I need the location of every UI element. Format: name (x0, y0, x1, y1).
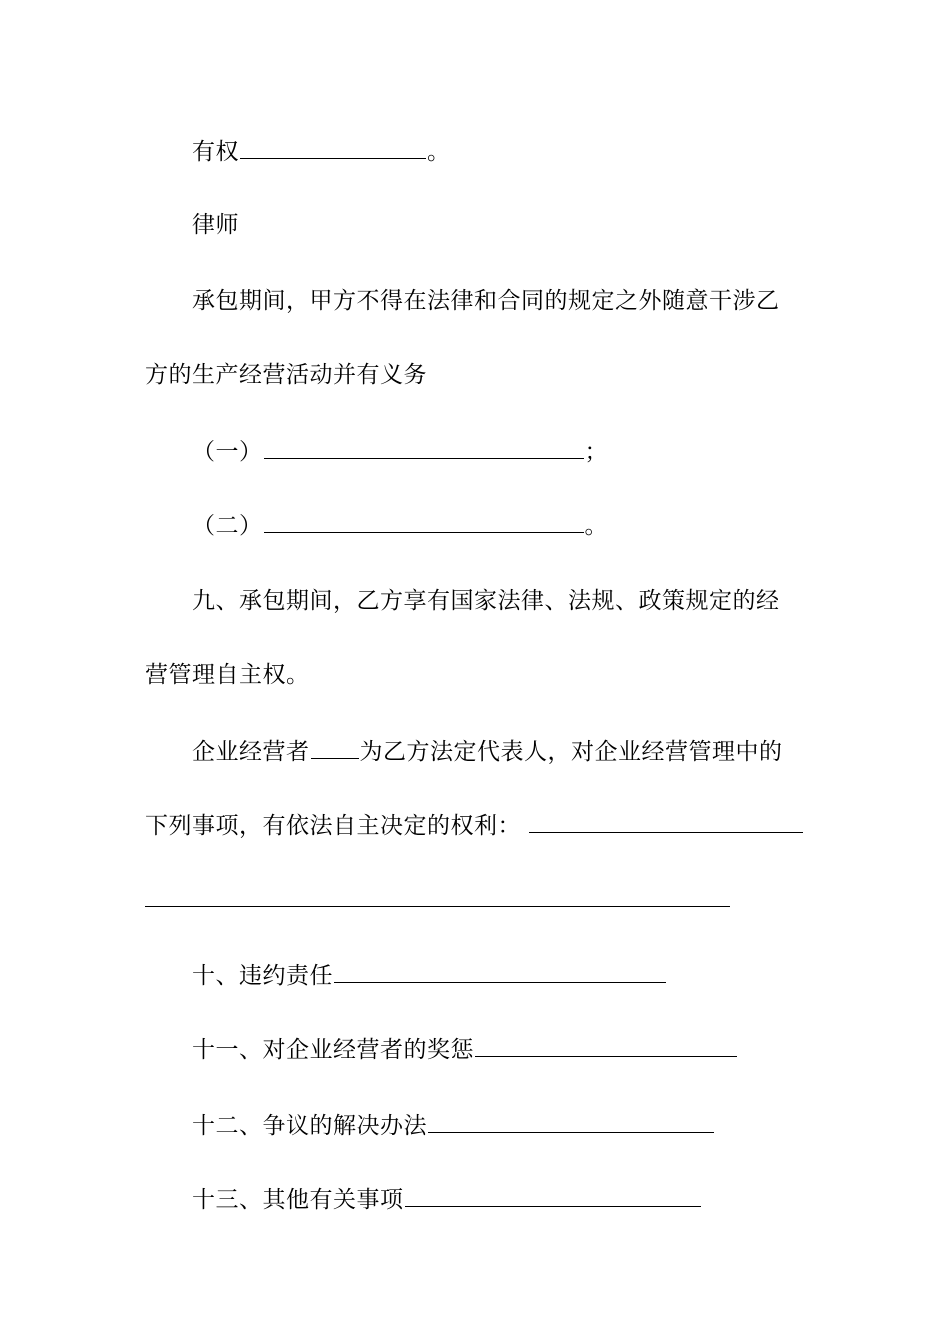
item-number: （一） (192, 439, 263, 465)
operator-label: 企业经营者 (192, 739, 310, 765)
line-clause-9 (192, 586, 780, 616)
line-clause-10 (192, 960, 667, 991)
period-mark: 。 (584, 513, 608, 539)
blank-field (264, 510, 584, 533)
paragraph-text: 方的生产经营活动并有义务 (145, 362, 427, 388)
line-obligations (145, 360, 427, 390)
blank-field (334, 960, 666, 983)
clause-text: 营管理自主权。 (145, 662, 310, 688)
rights-label: 有权 (192, 139, 239, 165)
line-clause-11 (192, 1034, 738, 1065)
item-number: （二） (192, 513, 263, 539)
blank-field (405, 1184, 701, 1207)
clause-heading: 十三、其他有关事项 (192, 1187, 404, 1213)
blank-field (529, 810, 803, 833)
line-rights (192, 136, 451, 167)
blank-field (311, 736, 359, 759)
line-operator (192, 736, 783, 767)
paragraph-text: 承包期间，甲方不得在法律和合同的规定之外随意干涉乙 (192, 288, 780, 314)
blank-field (428, 1110, 714, 1133)
clause-text: 九、承包期间，乙方享有国家法律、法规、政策规定的经 (192, 588, 780, 614)
line-clause-12 (192, 1110, 715, 1141)
blank-line (145, 906, 730, 907)
clause-heading: 十、违约责任 (192, 963, 333, 989)
lawyer-label: 律师 (192, 212, 239, 238)
rights-text: 下列事项，有依法自主决定的权利： (145, 813, 521, 839)
line-item-1 (192, 436, 608, 467)
period-mark: 。 (427, 139, 451, 165)
line-lawyer (192, 210, 239, 240)
line-contract-period (192, 286, 780, 316)
clause-heading: 十二、争议的解决办法 (192, 1113, 427, 1139)
line-clause-13 (192, 1184, 702, 1215)
line-clause-9-cont (145, 660, 310, 690)
semicolon-mark: ； (584, 439, 608, 465)
blank-field (240, 136, 426, 159)
line-rights-list (145, 810, 804, 841)
blank-field (264, 436, 584, 459)
blank-field (475, 1034, 737, 1057)
line-item-2 (192, 510, 608, 541)
operator-text: 为乙方法定代表人，对企业经营管理中的 (359, 739, 783, 765)
clause-heading: 十一、对企业经营者的奖惩 (192, 1037, 474, 1063)
